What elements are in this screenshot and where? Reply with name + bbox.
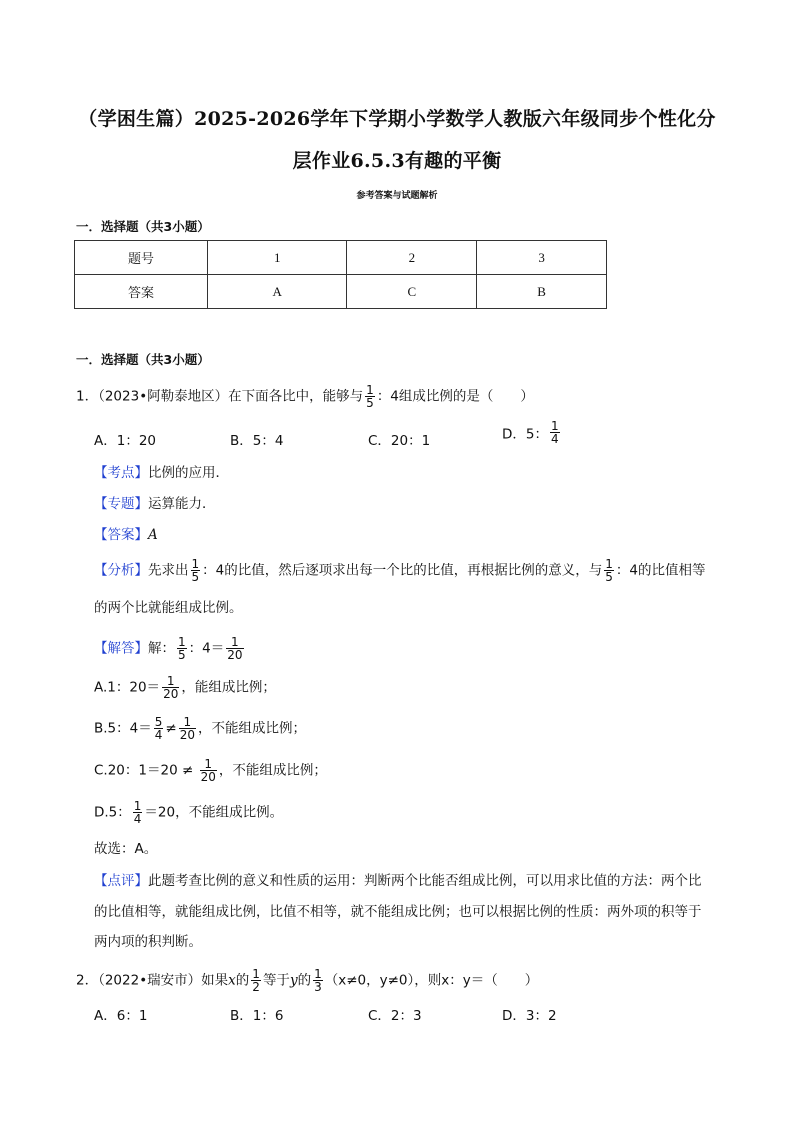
table-row <box>75 241 607 275</box>
fraction: $\frac{1}{20}$ <box>179 715 195 742</box>
q1-jieda: 【解答】解： $\frac{1}{5}$ ：4＝ $\frac{1}{20}$ <box>94 635 243 662</box>
table-cell: A <box>208 275 347 309</box>
q1-dianping-line1: 【点评】此题考查比例的意义和性质的运用：判断两个比能否组成比例，可以用求比值的方法：两个比 <box>94 873 702 889</box>
fraction: $\frac{1}{5}$ <box>191 557 200 584</box>
q1-zhuanti: 【专题】运算能力． <box>94 496 216 512</box>
q1-option-c: C．20：1 <box>368 433 431 449</box>
q1-kaodian: 【考点】比例的应用． <box>94 465 229 481</box>
q2-option-a: A．6：1 <box>94 1008 148 1024</box>
fraction: $\frac{1}{4}$ <box>133 799 142 826</box>
daan-tag: 【答案】 <box>94 527 148 543</box>
q2-option-b: B．1：6 <box>230 1008 284 1024</box>
fraction: $\frac{5}{4}$ <box>154 715 163 742</box>
q1-step-b: B.5：4＝ $\frac{5}{4}$ ≠ $\frac{1}{20}$ ，不能组成比例； <box>94 715 306 742</box>
fraction: $\frac{1}{5}$ <box>605 557 613 584</box>
fraction: $\frac{1}{5}$ <box>366 383 374 410</box>
table-cell: 答案 <box>75 275 208 309</box>
q1-choose: 故选：A。 <box>94 841 158 857</box>
fraction: $\frac{1}{5}$ <box>178 635 186 662</box>
table-row <box>75 275 607 309</box>
q1-stem <box>76 384 534 409</box>
q1-dianping-line3: 两内项的积判断。 <box>94 934 202 950</box>
table-cell: B <box>477 275 607 309</box>
fraction: $\frac{1}{20}$ <box>200 757 216 784</box>
detail-section-heading: 一．选择题（共3小题） <box>76 352 210 367</box>
fraction: $\frac{1}{3}$ <box>314 967 322 994</box>
doc-title-line2: 层作业6.5.3有趣的平衡 <box>292 150 502 172</box>
q1-step-c: C.20：1＝20 ≠ $\frac{1}{20}$ ，不能组成比例； <box>94 757 327 784</box>
q1-option-b: B．5：4 <box>230 433 284 449</box>
q1-fenxi-line1: 【分析】先求出 $\frac{1}{5}$ ：4的比值，然后逐项求出每一个比的比值，再根据比例的意义，与 $\frac{1}{5}$ ：4的比值相等 <box>94 557 706 584</box>
fraction: $\frac{1}{20}$ <box>227 635 243 662</box>
answer-section-heading: 一．选择题（共3小题） <box>76 219 210 234</box>
q1-daan: 【答案】A <box>94 527 158 543</box>
doc-subtitle: 参考答案与试题解析 <box>356 191 438 201</box>
q1-step-d: D.5： $\frac{1}{4}$ ＝20，不能组成比例。 <box>94 799 284 826</box>
q1-stem-post: ：4组成比例的是（ ） <box>376 388 534 405</box>
table-cell: 题号 <box>75 241 208 275</box>
fraction: $\frac{1}{4}$ <box>550 419 559 446</box>
fraction: $\frac{1}{2}$ <box>252 967 260 994</box>
q2-option-c: C．2：3 <box>368 1008 422 1024</box>
q1-step-a: A.1：20＝ $\frac{1}{20}$ ，能组成比例； <box>94 674 276 701</box>
q1-option-a: A．1：20 <box>94 433 157 449</box>
q2-stem: 2．（2022•瑞安市）如果x的 $\frac{1}{2}$ 等于y的 $\frac{1}{3}$ （x≠0，y≠0），则x：y＝（ ） <box>76 967 539 994</box>
answer-table <box>74 240 607 309</box>
doc-title-line1: （学困生篇）2025-2026学年下学期小学数学人教版六年级同步个性化分 <box>78 108 716 130</box>
table-cell: C <box>347 275 477 309</box>
dianping-tag: 【点评】 <box>94 873 148 889</box>
table-cell: 3 <box>477 241 607 275</box>
q1-stem-pre: 1．（2023•阿勒泰地区）在下面各比中，能够与 <box>76 388 364 405</box>
table-cell: 1 <box>208 241 347 275</box>
kaodian-tag: 【考点】 <box>94 465 148 481</box>
zhuanti-tag: 【专题】 <box>94 496 148 512</box>
q1-option-d: D．5： $\frac{1}{4}$ <box>502 419 559 446</box>
q1-fenxi-line2: 的两个比就能组成比例。 <box>94 600 243 616</box>
fenxi-tag: 【分析】 <box>94 562 148 579</box>
q2-option-d: D．3：2 <box>502 1008 557 1024</box>
q1-dianping-line2: 的比值相等，就能组成比例，比值不相等，就不能组成比例；也可以根据比例的性质：两外项的积等于 <box>94 904 702 920</box>
fraction: $\frac{1}{20}$ <box>163 674 179 701</box>
jieda-tag: 【解答】 <box>94 640 148 657</box>
table-cell: 2 <box>347 241 477 275</box>
